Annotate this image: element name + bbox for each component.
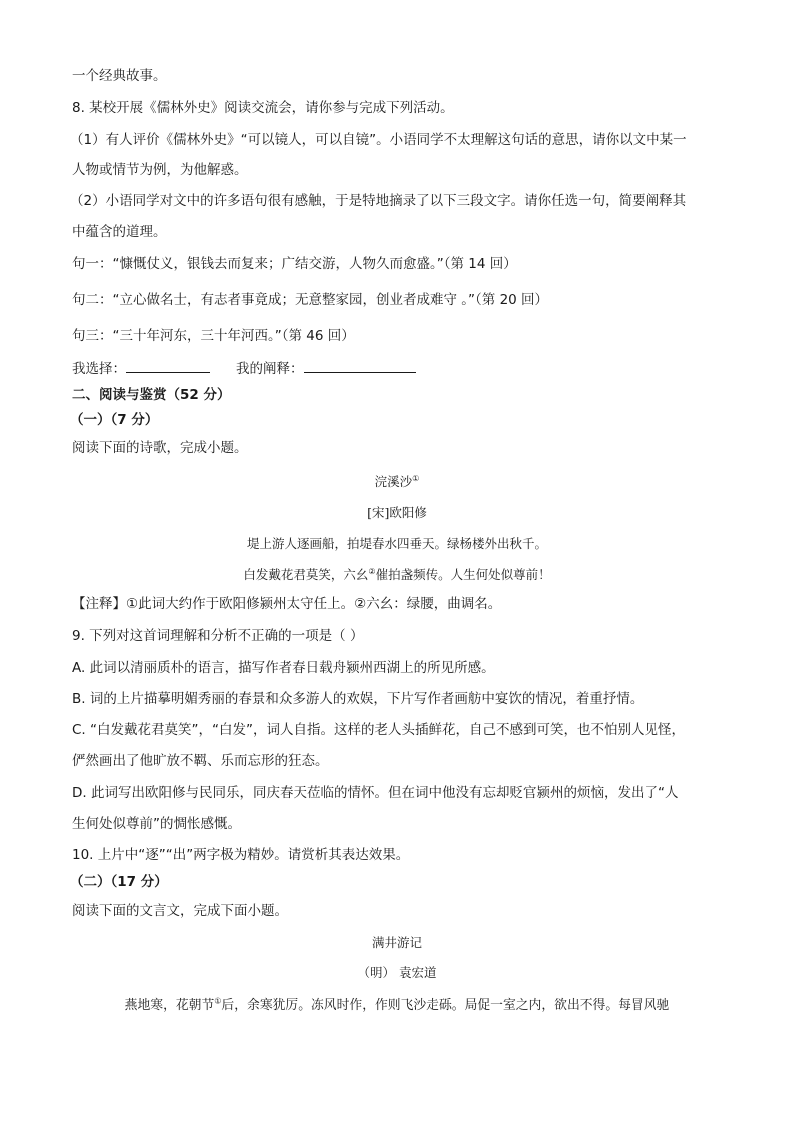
subsection-heading: （一）（7 分） bbox=[70, 412, 159, 428]
section-heading: 二、阅读与鉴赏（52 分） bbox=[72, 387, 231, 403]
answer-line bbox=[72, 358, 416, 379]
choice-blank[interactable] bbox=[126, 358, 210, 373]
poem-author: [宋]欧阳修 bbox=[367, 505, 427, 520]
explanation-blank[interactable] bbox=[304, 358, 416, 373]
option-a: A. 此词以清丽质朴的语言，描写作者春日载舟颍州西湖上的所见所感。 bbox=[72, 660, 495, 676]
text-line: 中蕴含的道理。 bbox=[72, 224, 167, 240]
choice-label: 我选择： bbox=[72, 361, 126, 377]
option-c: C. “白发戴花君莫笑”，“白发”，词人自指。这样的老人头插鲜花，自己不感到可笑，也不怕别人见怪， bbox=[72, 722, 685, 738]
footnote-marker: ② bbox=[368, 566, 376, 576]
instruction: 阅读下面的诗歌，完成小题。 bbox=[72, 440, 248, 456]
prose-title: 满井游记 bbox=[371, 935, 422, 950]
footnote-marker: ① bbox=[214, 996, 222, 1006]
footnote-marker: ① bbox=[412, 473, 420, 483]
quote-1: 句一：“慷慨仗义，银钱去而复来；广结交游，人物久而愈盛。”（第 14 回） bbox=[72, 256, 517, 272]
prose-line: 燕地寒，花朝节①后，余寒犹厉。冻风时作，作则飞沙走砾。局促一室之内，欲出不得。每冒风驰 bbox=[124, 996, 670, 1013]
text-line: 俨然画出了他旷放不羁、乐而忘形的狂态。 bbox=[72, 753, 329, 769]
instruction: 阅读下面的文言文，完成下面小题。 bbox=[72, 903, 288, 919]
question-9: 9. 下列对这首词理解和分析不正确的一项是（ ） bbox=[72, 628, 364, 644]
question-8-part-2: （2）小语同学对文中的许多语句很有感触，于是特地摘录了以下三段文字。请你任选一句，简要阐释其 bbox=[70, 193, 687, 209]
poem-title: 浣溪沙① bbox=[374, 473, 420, 489]
text-line: 生何处似尊前”的惆怅感慨。 bbox=[72, 816, 241, 832]
text-line: 人物或情节为例，为他解惑。 bbox=[72, 162, 248, 178]
prose-author: （明） 袁宏道 bbox=[357, 965, 437, 980]
poem-line: 堤上游人逐画船，拍堤春水四垂天。绿杨楼外出秋千。 bbox=[246, 536, 547, 551]
text-line: 一个经典故事。 bbox=[72, 68, 167, 84]
annotation: 【注释】①此词大约作于欧阳修颍州太守任上。②六幺：绿腰，曲调名。 bbox=[72, 596, 502, 612]
question-8-part-1: （1）有人评价《儒林外史》“可以镜人，可以自镜”。小语同学不太理解这句话的意思，请你以文中某一 bbox=[70, 132, 687, 148]
question-8: 8. 某校开展《儒林外史》阅读交流会，请你参与完成下列活动。 bbox=[72, 100, 454, 116]
option-b: B. 词的上片描摹明媚秀丽的春景和众多游人的欢娱，下片写作者画舫中宴饮的情况，着重抒情。 bbox=[72, 691, 644, 707]
subsection-heading: （二）（17 分） bbox=[70, 874, 168, 890]
option-d: D. 此词写出欧阳修与民同乐，同庆春天莅临的情怀。但在词中他没有忘却贬官颍州的烦恼，发出了“人 bbox=[72, 785, 679, 801]
question-10: 10. 上片中“逐”“出”两字极为精妙。请赏析其表达效果。 bbox=[72, 847, 410, 863]
quote-2: 句二：“立心做名士，有志者事竟成；无意整家园，创业者成难守 。”（第 20 回） bbox=[72, 292, 549, 308]
explanation-label: 我的阐释： bbox=[236, 361, 304, 377]
poem-line: 白发戴花君莫笑，六幺②催拍盏频传。人生何处似尊前！ bbox=[243, 566, 551, 582]
quote-3: 句三：“三十年河东，三十年河西。”（第 46 回） bbox=[72, 328, 355, 344]
